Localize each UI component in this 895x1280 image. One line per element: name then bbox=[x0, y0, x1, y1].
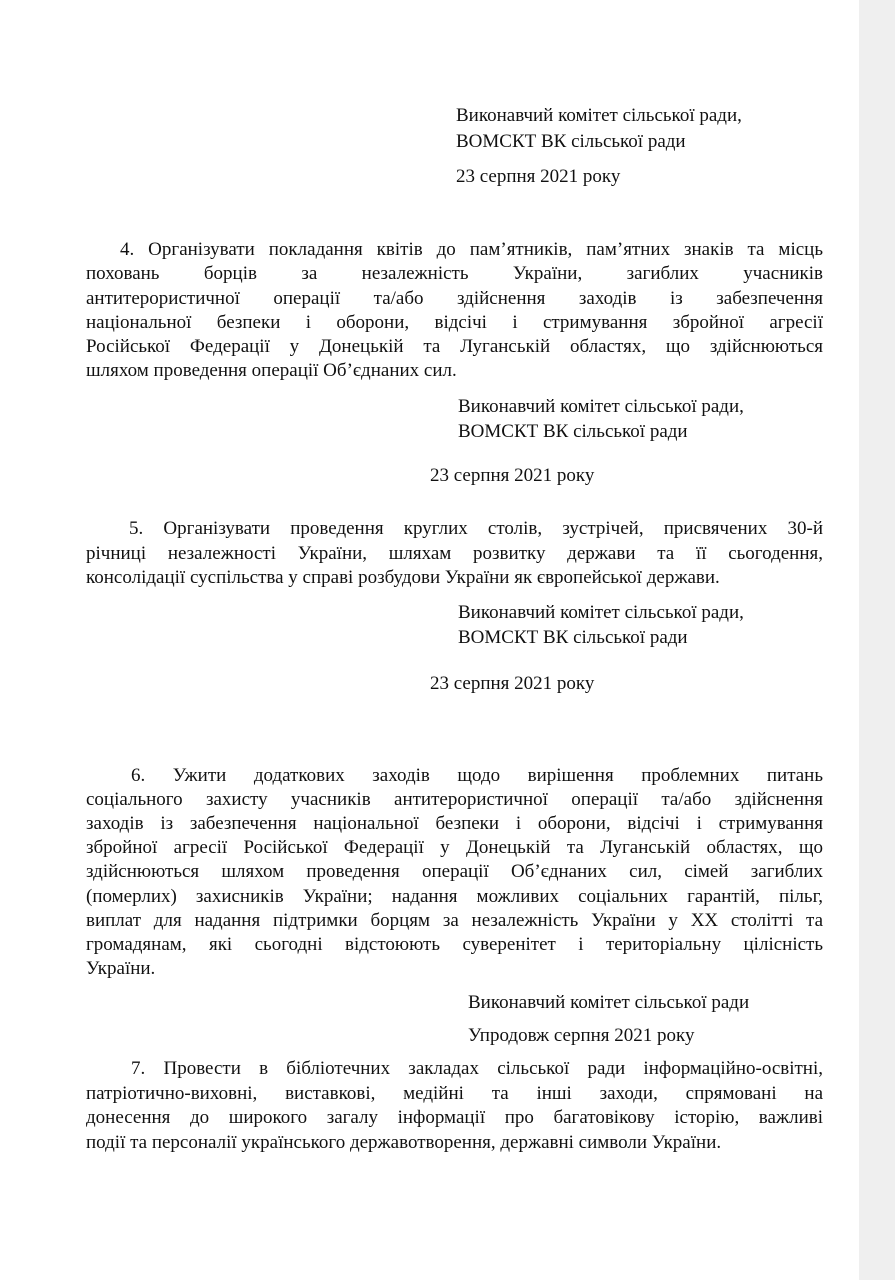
item-6-line: соціального захисту учасників антитерористичної операції та/або здійснення bbox=[86, 789, 823, 810]
item-7-line: патріотично-виховні, виставкові, медійні та інші заходи, спрямовані на bbox=[86, 1083, 823, 1104]
item-4-line: антитерористичної операції та/або здійснення заходів із забезпечення bbox=[86, 288, 823, 309]
item-6-line: 6. Ужити додаткових заходів щодо вирішення проблемних питань bbox=[131, 765, 823, 786]
responsible-department: ВОМСКТ ВК сільської ради bbox=[456, 131, 686, 152]
item-6-line: України. bbox=[86, 958, 156, 979]
responsible-executive-committee: Виконавчий комітет сільської ради, bbox=[458, 396, 744, 417]
deadline-date: 23 серпня 2021 року bbox=[430, 673, 595, 694]
item-5-line: річниці незалежності України, шляхам розвитку держави та її сьогодення, bbox=[86, 543, 823, 564]
item-6-line: виплат для надання підтримки борцям за незалежність України у XX столітті та bbox=[86, 910, 823, 931]
responsible-executive-committee: Виконавчий комітет сільської ради bbox=[468, 992, 750, 1013]
item-4-line: 4. Організувати покладання квітів до пам’ятників, пам’ятних знаків та місць bbox=[120, 239, 823, 260]
item-7-line: події та персоналії українського державотворення, державні символи України. bbox=[86, 1132, 722, 1153]
item-7-line: 7. Провести в бібліотечних закладах сільської ради інформаційно-освітні, bbox=[131, 1058, 823, 1079]
responsible-department: ВОМСКТ ВК сільської ради bbox=[458, 421, 688, 442]
item-7-line: донесення до широкого загалу інформації про багатовікову історію, важливі bbox=[86, 1107, 823, 1128]
item-5-line: 5. Організувати проведення круглих столів, зустрічей, присвячених 30-й bbox=[129, 518, 823, 539]
item-4-line: національної безпеки і оборони, відсічі і стримування збройної агресії bbox=[86, 312, 823, 333]
responsible-executive-committee: Виконавчий комітет сільської ради, bbox=[458, 602, 744, 623]
item-5-line: консолідації суспільства у справі розбудови України як європейської держави. bbox=[86, 567, 720, 588]
deadline-date: 23 серпня 2021 року bbox=[430, 465, 595, 486]
item-6-line: (померлих) захисників України; надання можливих соціальних гарантій, пільг, bbox=[86, 886, 823, 907]
deadline-date: 23 серпня 2021 року bbox=[456, 166, 621, 187]
responsible-executive-committee: Виконавчий комітет сільської ради, bbox=[456, 105, 742, 126]
item-4-line: шляхом проведення операції Об’єднаних сил. bbox=[86, 360, 457, 381]
item-4-line: Російської Федерації у Донецькій та Луганській областях, що здійснюються bbox=[86, 336, 823, 357]
item-6-line: заходів із забезпечення національної безпеки і оборони, відсічі і стримування bbox=[86, 813, 823, 834]
responsible-department: ВОМСКТ ВК сільської ради bbox=[458, 627, 688, 648]
deadline-date: Упродовж серпня 2021 року bbox=[468, 1025, 695, 1046]
item-4-line: поховань борців за незалежність України, загиблих учасників bbox=[86, 263, 823, 284]
item-6-line: збройної агресії Російської Федерації у Донецькій та Луганській областях, що bbox=[86, 837, 823, 858]
item-6-line: громадянам, які сьогодні відстоюють суверенітет і територіальну цілісність bbox=[86, 934, 823, 955]
item-6-line: здійснюються шляхом проведення операції Об’єднаних сил, сімей загиблих bbox=[86, 861, 823, 882]
